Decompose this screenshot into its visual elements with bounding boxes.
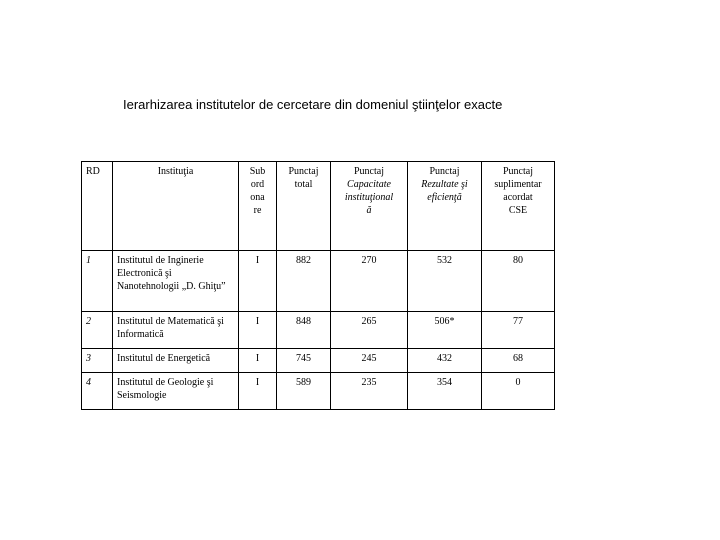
cell-institutia: Institutul de Geologie şi Seismologie [113, 373, 239, 410]
cell-institutia: Institutul de Inginerie Electronică şi Nanotehnologii „D. Ghiţu” [113, 251, 239, 312]
header-capacitate: Punctaj Capacitate instituţional ă [331, 162, 408, 251]
header-rd: RD [82, 162, 113, 251]
header-subordonare: Sub ord ona re [239, 162, 277, 251]
cell-rd: 1 [82, 251, 113, 312]
cell-capacitate: 245 [331, 349, 408, 373]
cell-subordonare: I [239, 251, 277, 312]
header-punctaj-total: Punctaj total [277, 162, 331, 251]
cell-institutia: Institutul de Energetică [113, 349, 239, 373]
cell-capacitate: 270 [331, 251, 408, 312]
cell-rezultate: 354 [408, 373, 482, 410]
header-suplimentar: Punctaj suplimentar acordat CSE [482, 162, 555, 251]
header-rezultate: Punctaj Rezultate şi eficienţă [408, 162, 482, 251]
cell-subordonare: I [239, 349, 277, 373]
cell-punctaj-total: 589 [277, 373, 331, 410]
table-row [82, 349, 555, 373]
cell-rezultate: 532 [408, 251, 482, 312]
cell-rd: 2 [82, 312, 113, 349]
cell-rd: 4 [82, 373, 113, 410]
cell-punctaj-total: 848 [277, 312, 331, 349]
cell-rezultate: 506* [408, 312, 482, 349]
cell-rd: 3 [82, 349, 113, 373]
cell-punctaj-total: 745 [277, 349, 331, 373]
table-row [82, 312, 555, 349]
page-title: Ierarhizarea institutelor de cercetare din domeniul ştiinţelor exacte [123, 97, 503, 112]
cell-subordonare: I [239, 373, 277, 410]
cell-suplimentar: 68 [482, 349, 555, 373]
cell-subordonare: I [239, 312, 277, 349]
table-row [82, 251, 555, 312]
ranking-table [81, 161, 555, 410]
header-row [82, 162, 555, 251]
cell-capacitate: 235 [331, 373, 408, 410]
cell-punctaj-total: 882 [277, 251, 331, 312]
cell-rezultate: 432 [408, 349, 482, 373]
cell-suplimentar: 77 [482, 312, 555, 349]
table-row [82, 373, 555, 410]
cell-suplimentar: 80 [482, 251, 555, 312]
cell-institutia: Institutul de Matematică şi Informatică [113, 312, 239, 349]
cell-capacitate: 265 [331, 312, 408, 349]
cell-suplimentar: 0 [482, 373, 555, 410]
header-institutia: Instituţia [113, 162, 239, 251]
